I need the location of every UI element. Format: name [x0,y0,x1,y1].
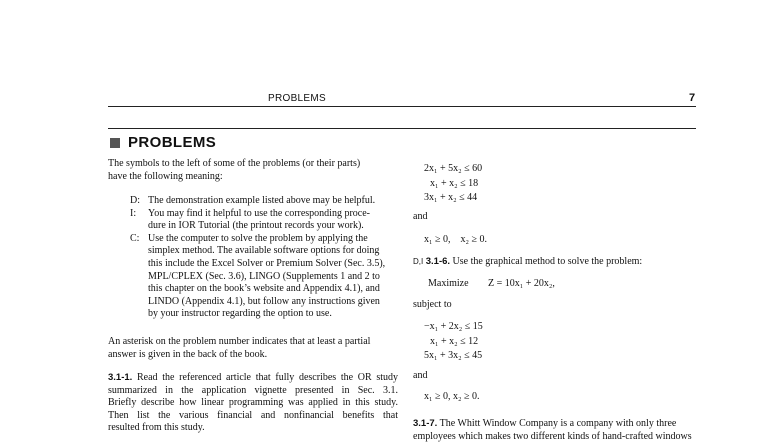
problem-line: Briefly describe how linear programming was applied in this study. [108,397,398,409]
symbol-text-line: this chapter on the book’s website and Appendix 4.1), and [148,283,380,295]
problem-3-1-1 [108,372,398,435]
problem-line [413,418,696,431]
problem-3-1-7 [413,418,696,443]
maximize-label: Maximize [428,278,469,289]
problem-text: Use the graphical method to solve the problem: [452,256,643,267]
problem-line: resulted from this study. [108,422,205,434]
symbol-d [130,195,385,208]
symbol-text-line: simplex method. The available software options for doing [148,245,380,257]
running-header-title: PROBLEMS [268,93,326,104]
note-line: answer is given in the back of the book. [108,348,268,360]
problem-line: employees which makes two different kinds of hand-crafted windows [413,430,692,442]
problem-3-1-6-heading [413,256,642,269]
problem-number: 3.1-7. [413,418,438,429]
constraint: x₁ + x₂ ≤ 12 [430,335,479,347]
symbol-text-line: MPL/CPLEX (Sec. 3.6), LINGO (Supplements 1 and 2 to [148,270,380,282]
problem-line [108,372,398,385]
nonnegativity: x₁ ≥ 0, x₂ ≥ 0. [424,234,487,245]
symbol-key: C: [130,232,140,244]
problem-number: 3.1-6. [425,256,451,267]
symbol-key: I: [130,207,137,219]
objective-function: Z = 10x₁ + 20x₂, [488,278,555,289]
problem-line: summarized in the application vignette presented in Sec. 3.1. [108,384,398,396]
symbol-text-line: You may find it helpful to use the corresponding proce- [148,207,370,219]
symbol-text-line: The demonstration example listed above may be helpful. [148,195,376,206]
constraint: −x₁ + 2x₂ ≤ 15 [424,321,483,332]
and-label: and [413,370,428,381]
symbol-text-line: by your instructor regarding the option to use. [148,308,332,320]
constraint: 3x₁ + x₂ ≤ 44 [424,192,478,203]
asterisk-note [108,336,370,361]
constraint: 5x₁ + 3x₂ ≤ 45 [424,350,483,361]
intro-line: The symbols to the left of some of the problems (or their parts) [108,158,361,169]
constraint: x₁ + x₂ ≤ 18 [430,177,479,189]
problem-tag: D,I [413,257,424,266]
symbol-i [130,208,385,221]
page-number: 7 [689,92,696,104]
symbol-text-line: LINDO (Appendix 4.1), but follow any instructions given [148,295,380,307]
section-title: PROBLEMS [128,134,217,151]
intro-line: have the following meaning: [108,170,223,182]
symbol-legend [130,195,385,321]
section-rule [108,128,696,129]
symbol-text-line: dure in IOR Tutorial (the printout records your work). [148,220,364,232]
and-label: and [413,211,428,222]
intro-text [108,158,360,183]
nonnegativity: x₁ ≥ 0, x₂ ≥ 0. [424,391,480,402]
header-rule [108,106,696,107]
symbol-c [130,233,385,246]
problem-line-text: The Whitt Window Company is a company with only three [439,418,677,429]
note-line: An asterisk on the problem number indicates that at least a partial [108,336,371,347]
problem-line: Then list the various financial and nonfinancial benefits that [108,409,398,421]
section-bullet-icon [110,138,120,148]
problem-number: 3.1-1. [108,372,133,383]
symbol-text-line: Use the computer to solve the problem by applying the [148,232,368,244]
symbol-text-line: this include the Excel Solver or Premium Solver (Sec. 3.5), [148,257,386,269]
symbol-key: D: [130,195,140,206]
constraint: 2x₁ + 5x₂ ≤ 60 [424,163,483,174]
problem-line-text: Read the referenced article that fully describes the OR study [137,372,399,383]
constraint-block-1 [424,162,482,206]
subject-to-label: subject to [413,299,452,310]
constraint-block-2 [424,320,483,364]
